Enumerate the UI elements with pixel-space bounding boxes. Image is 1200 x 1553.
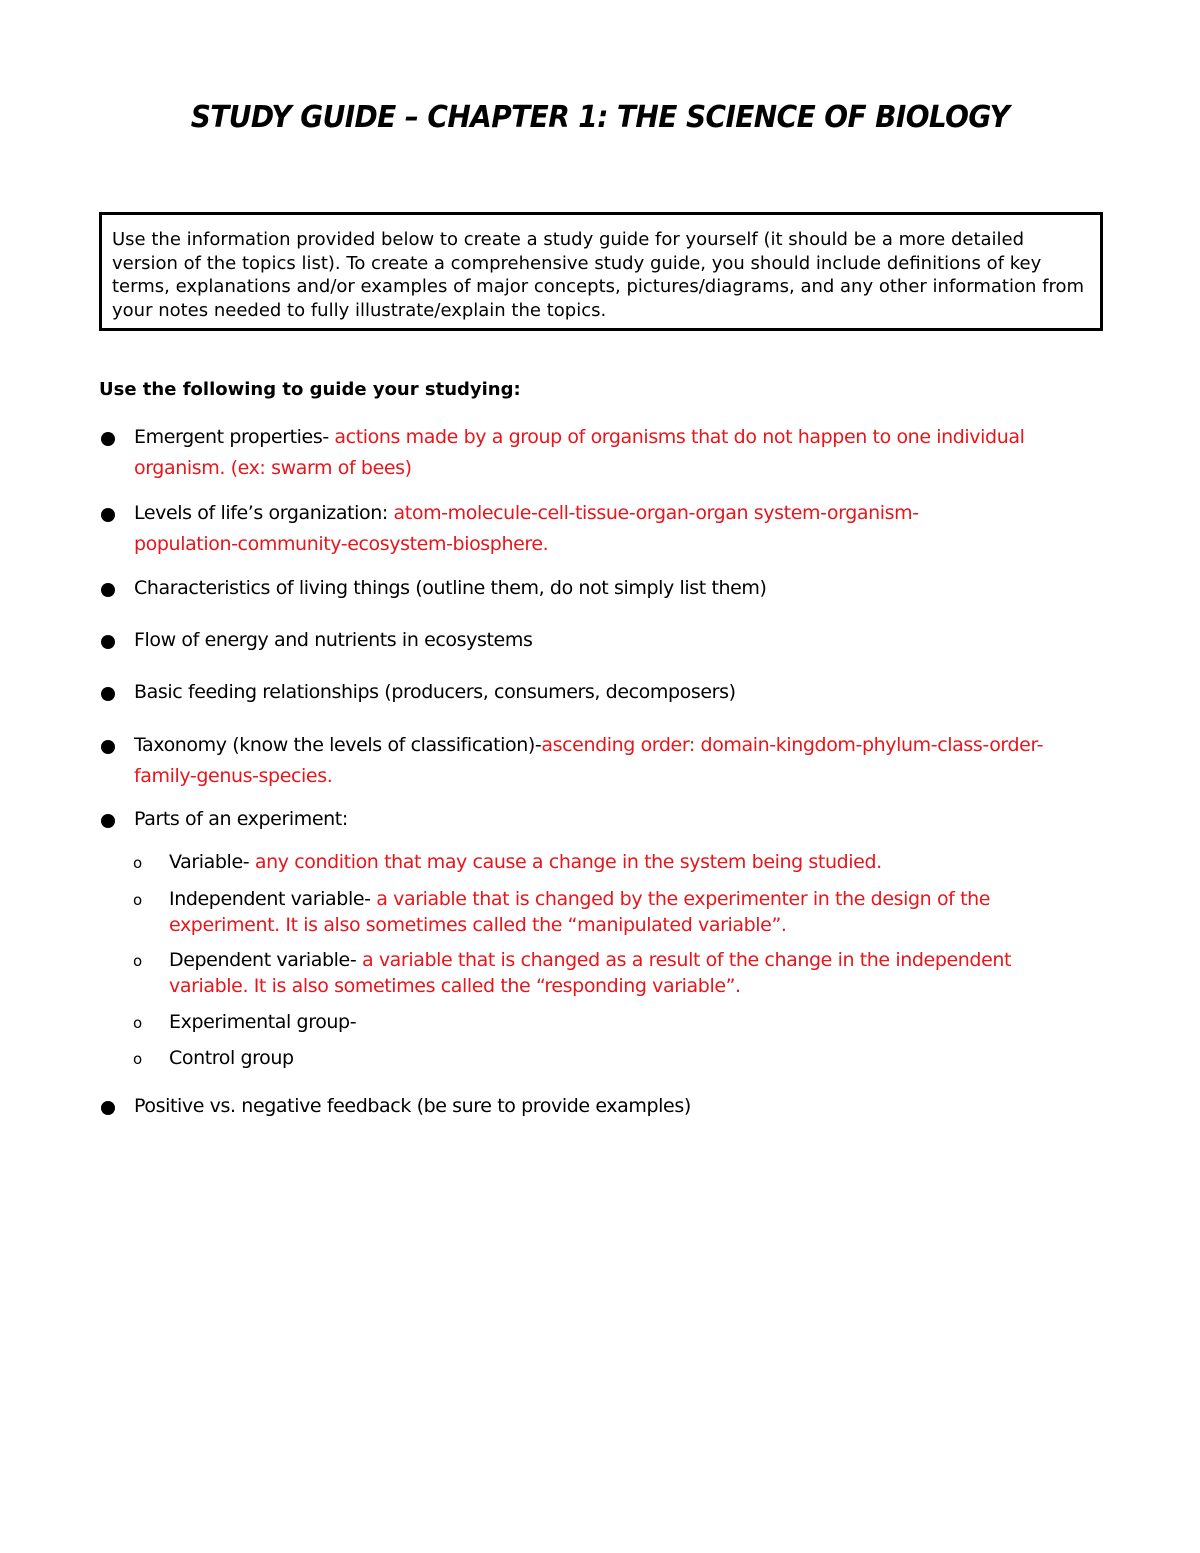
list-item-text: [134, 804, 1109, 835]
list-item-text: [134, 1091, 1109, 1122]
item-label: Emergent properties-: [134, 426, 335, 448]
sub-item-text: [169, 1045, 1094, 1071]
item-label: Parts of an experiment:: [134, 808, 348, 830]
sub-bullet-icon: o: [133, 952, 143, 970]
sub-item-label: Control group: [169, 1047, 294, 1069]
sub-item-label: Experimental group-: [169, 1011, 357, 1033]
page-title: STUDY GUIDE – CHAPTER 1: THE SCIENCE OF BIOLOGY: [190, 98, 1010, 135]
sub-bullet-icon: o: [133, 1014, 143, 1032]
item-label: Positive vs. negative feedback (be sure to provide examples): [134, 1095, 691, 1117]
sub-item-label: Independent variable-: [169, 888, 377, 910]
sub-item-label: Dependent variable-: [169, 949, 362, 971]
sub-item-text: [169, 849, 1094, 875]
bullet-icon: [101, 432, 115, 446]
sub-bullet-icon: o: [133, 1050, 143, 1068]
list-item-text: [134, 625, 1109, 656]
instructions-text: Use the information provided below to create a study guide for yourself (it should be a more detailed version of the topics list). To create a comprehensive study guide, you should include definitions of key terms, explanations and/or examples of major concepts, pictures/diagrams, and any other information from your notes needed to fully illustrate/explain the topics.: [112, 229, 1085, 321]
instructions-box: [99, 212, 1103, 331]
sub-bullet-icon: o: [133, 891, 143, 909]
list-item-text: [134, 677, 1109, 708]
item-answer: atom-molecule-cell-tissue-organ-organ system-organism-population-community-ecosystem-biosphere.: [134, 502, 919, 555]
bullet-icon: [101, 635, 115, 649]
bullet-icon: [101, 508, 115, 522]
bullet-icon: [101, 740, 115, 754]
sub-item-text: [169, 1009, 1094, 1035]
item-label: Characteristics of living things (outline them, do not simply list them): [134, 577, 767, 599]
bullet-icon: [101, 1101, 115, 1115]
sub-item-text: [169, 947, 1094, 999]
item-answer: actions made by a group of organisms that do not happen to one individual organism. (ex: swarm of bees): [134, 426, 1025, 479]
sub-item-answer: a variable that is changed as a result of the change in the independent variable. It is also sometimes called the “responding variable”.: [169, 949, 1012, 997]
list-item-text: [134, 498, 1004, 560]
bullet-icon: [101, 814, 115, 828]
list-item-text: [134, 422, 1109, 484]
bullet-icon: [101, 583, 115, 597]
list-item-text: [134, 573, 1109, 604]
item-label: Basic feeding relationships (producers, consumers, decomposers): [134, 681, 736, 703]
bullet-icon: [101, 687, 115, 701]
list-item-text: [134, 730, 1084, 792]
sub-item-label: Variable-: [169, 851, 255, 873]
item-label: Levels of life’s organization:: [134, 502, 394, 524]
sub-item-text: [169, 886, 1094, 938]
item-label: Flow of energy and nutrients in ecosystems: [134, 629, 533, 651]
sub-item-answer: a variable that is changed by the experimenter in the design of the experiment. It is also sometimes called the “manipulated variable”.: [169, 888, 991, 936]
item-label: Taxonomy (know the levels of classification)-: [134, 734, 542, 756]
item-answer: ascending order: domain-kingdom-phylum-class-order-family-genus-species.: [134, 734, 1044, 787]
sub-bullet-icon: o: [133, 854, 143, 872]
sub-item-answer: any condition that may cause a change in the system being studied.: [254, 851, 882, 873]
section-heading: Use the following to guide your studying:: [99, 379, 521, 400]
